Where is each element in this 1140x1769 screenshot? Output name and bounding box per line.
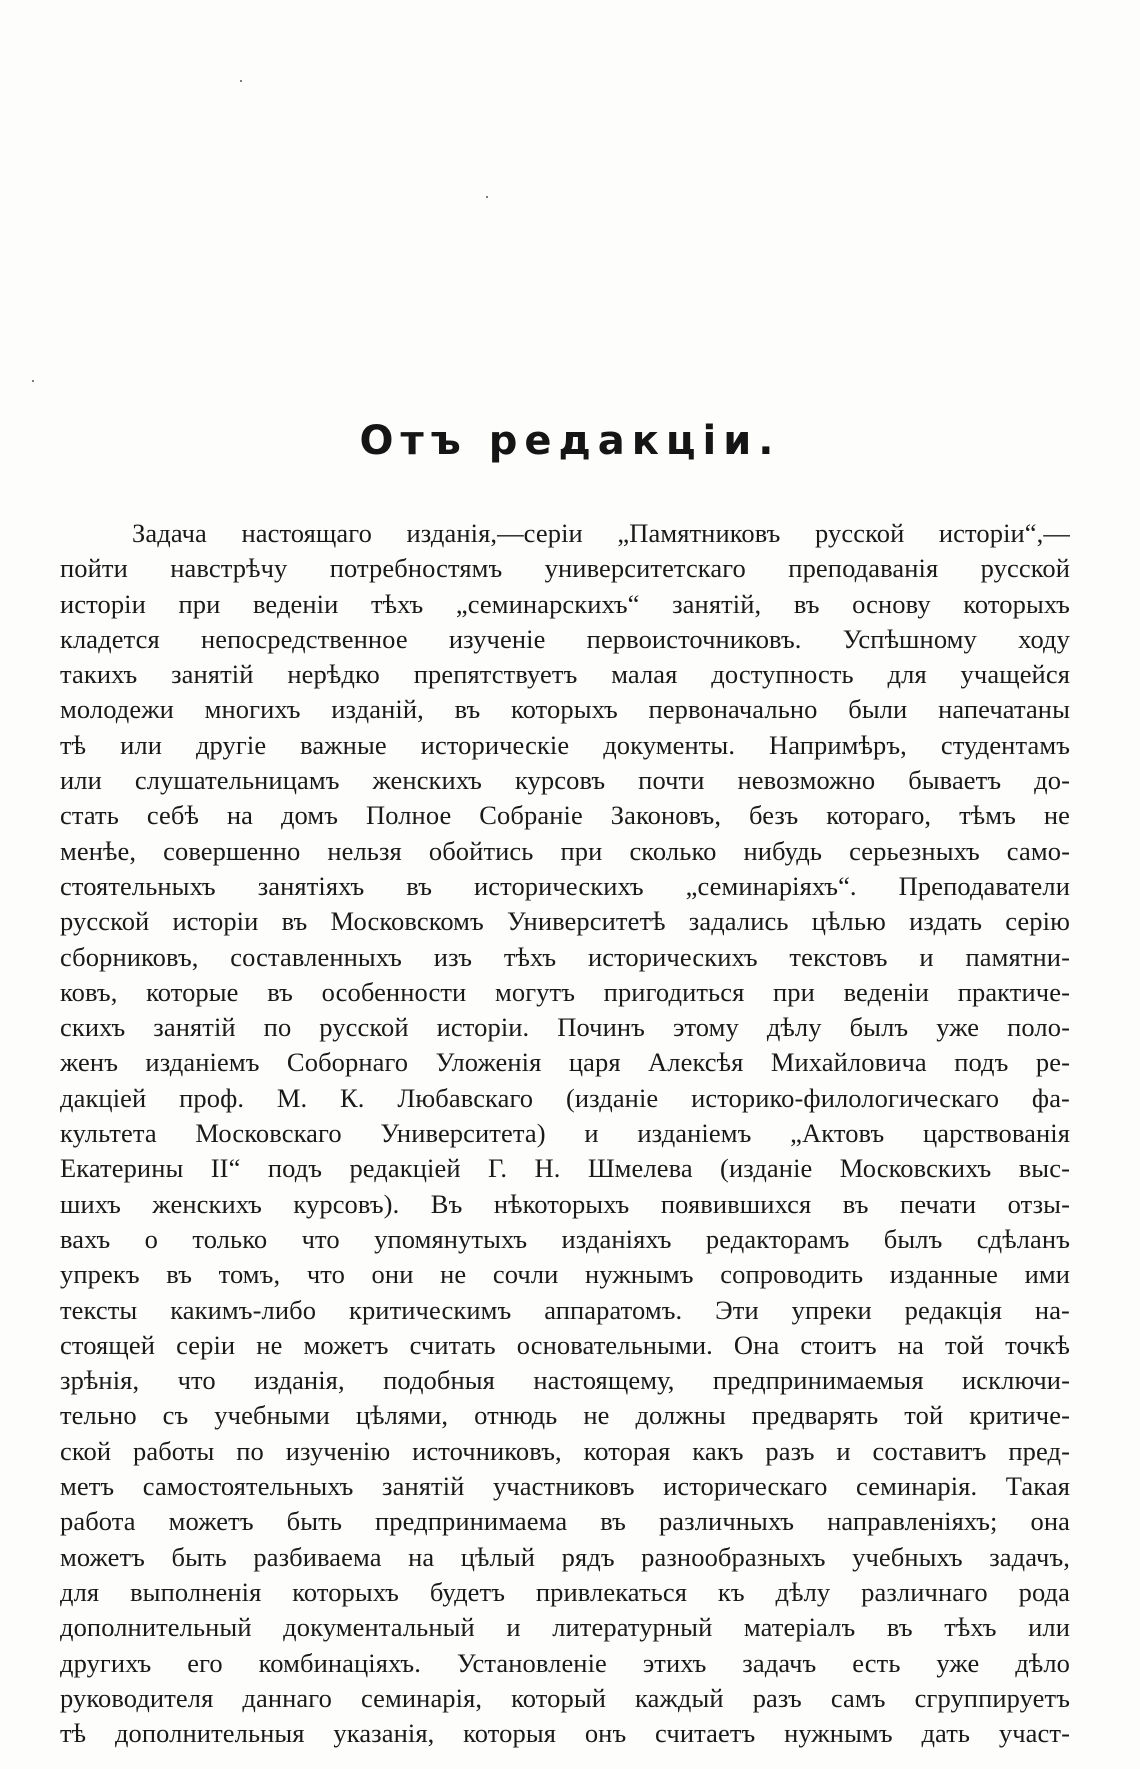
text-line: ковъ, которые въ особенности могутъ пригодиться при веденіи практиче-: [60, 976, 1070, 1007]
text-line: русской исторіи въ Московскомъ Университетѣ задались цѣлью издать серію: [60, 906, 1070, 937]
text-line: культета Московскаго Университета) и изданіемъ „Актовъ царствованія: [60, 1118, 1070, 1149]
paper-speck: [32, 380, 34, 382]
text-line: стать себѣ на домъ Полное Собраніе Законовъ, безъ котораго, тѣмъ не: [60, 800, 1070, 831]
text-line: вахъ о только что упомянутыхъ изданіяхъ редакторамъ былъ сдѣланъ: [60, 1223, 1070, 1254]
text-line: сборниковъ, составленныхъ изъ тѣхъ историческихъ текстовъ и памятни-: [60, 941, 1070, 972]
text-line: другихъ его комбинаціяхъ. Установленіе этихъ задачъ есть уже дѣло: [60, 1647, 1070, 1678]
body-paragraph: [60, 516, 1070, 1751]
text-line: зрѣнія, что изданія, подобныя настоящему, предпринимаемыя исключи-: [60, 1365, 1070, 1396]
paper-speck: [486, 196, 488, 198]
text-line: тексты какимъ-либо критическимъ аппаратомъ. Эти упреки редакція на-: [60, 1294, 1070, 1325]
text-line: шихъ женскихъ курсовъ). Въ нѣкоторыхъ появившихся въ печати отзы-: [60, 1188, 1070, 1219]
page-heading: Отъ редакціи.: [359, 418, 781, 464]
text-line: работа можетъ быть предпринимаема въ различныхъ направленіяхъ; она: [60, 1506, 1070, 1537]
paper-speck: [240, 80, 242, 82]
text-line: или слушательницамъ женскихъ курсовъ почти невозможно бываетъ до-: [60, 765, 1070, 796]
text-line: такихъ занятій нерѣдко препятствуетъ малая доступность для учащейся: [60, 659, 1070, 690]
text-line: ской работы по изученію источниковъ, которая какъ разъ и составитъ пред-: [60, 1435, 1070, 1466]
text-line: дакціей проф. М. К. Любавскаго (изданіе историко-филологическаго фа-: [60, 1082, 1070, 1113]
text-line: для выполненія которыхъ будетъ привлекаться къ дѣлу различнаго рода: [60, 1576, 1070, 1607]
text-line: Екатерины II“ подъ редакціей Г. Н. Шмелева (изданіе Московскихъ выс-: [60, 1153, 1070, 1184]
text-line: скихъ занятій по русской исторіи. Починъ этому дѣлу былъ уже поло-: [60, 1012, 1070, 1043]
text-line: пойти навстрѣчу потребностямъ университетскаго преподаванія русской: [60, 553, 1070, 584]
text-line: руководителя даннаго семинарія, который каждый разъ самъ сгруппируетъ: [60, 1682, 1070, 1713]
text-line: тельно съ учебными цѣлями, отнюдь не должны предварять той критиче-: [60, 1400, 1070, 1431]
text-line: стоятельныхъ занятіяхъ въ историческихъ „семинаріяхъ“. Преподаватели: [60, 870, 1070, 901]
text-line: молодежи многихъ изданій, въ которыхъ первоначально были напечатаны: [60, 694, 1070, 725]
text-line: Задача настоящаго изданія,—серіи „Памятниковъ русской исторіи“,—: [132, 518, 1070, 548]
text-line: метъ самостоятельныхъ занятій участниковъ историческаго семинарія. Такая: [60, 1471, 1070, 1502]
text-line: исторіи при веденіи тѣхъ „семинарскихъ“ занятій, въ основу которыхъ: [60, 588, 1070, 619]
text-line: менѣе, совершенно нельзя обойтись при сколько нибудь серьезныхъ само-: [60, 835, 1070, 866]
text-line: упрекъ въ томъ, что они не сочли нужнымъ сопроводить изданные ими: [60, 1259, 1070, 1290]
text-line: дополнительный документальный и литературный матеріалъ въ тѣхъ или: [60, 1612, 1070, 1643]
text-line: можетъ быть разбиваема на цѣлый рядъ разнообразныхъ учебныхъ задачъ,: [60, 1541, 1070, 1572]
text-line: стоящей серіи не можетъ считать основательными. Она стоитъ на той точкѣ: [60, 1329, 1070, 1360]
text-line: женъ изданіемъ Соборнаго Уложенія царя Алексѣя Михайловича подъ ре-: [60, 1047, 1070, 1078]
text-line: тѣ или другіе важные историческіе документы. Напримѣръ, студентамъ: [60, 729, 1070, 760]
text-line: тѣ дополнительныя указанія, которыя онъ считаетъ нужнымъ дать участ-: [60, 1718, 1070, 1749]
text-line: кладется непосредственное изученіе первоисточниковъ. Успѣшному ходу: [60, 623, 1070, 654]
